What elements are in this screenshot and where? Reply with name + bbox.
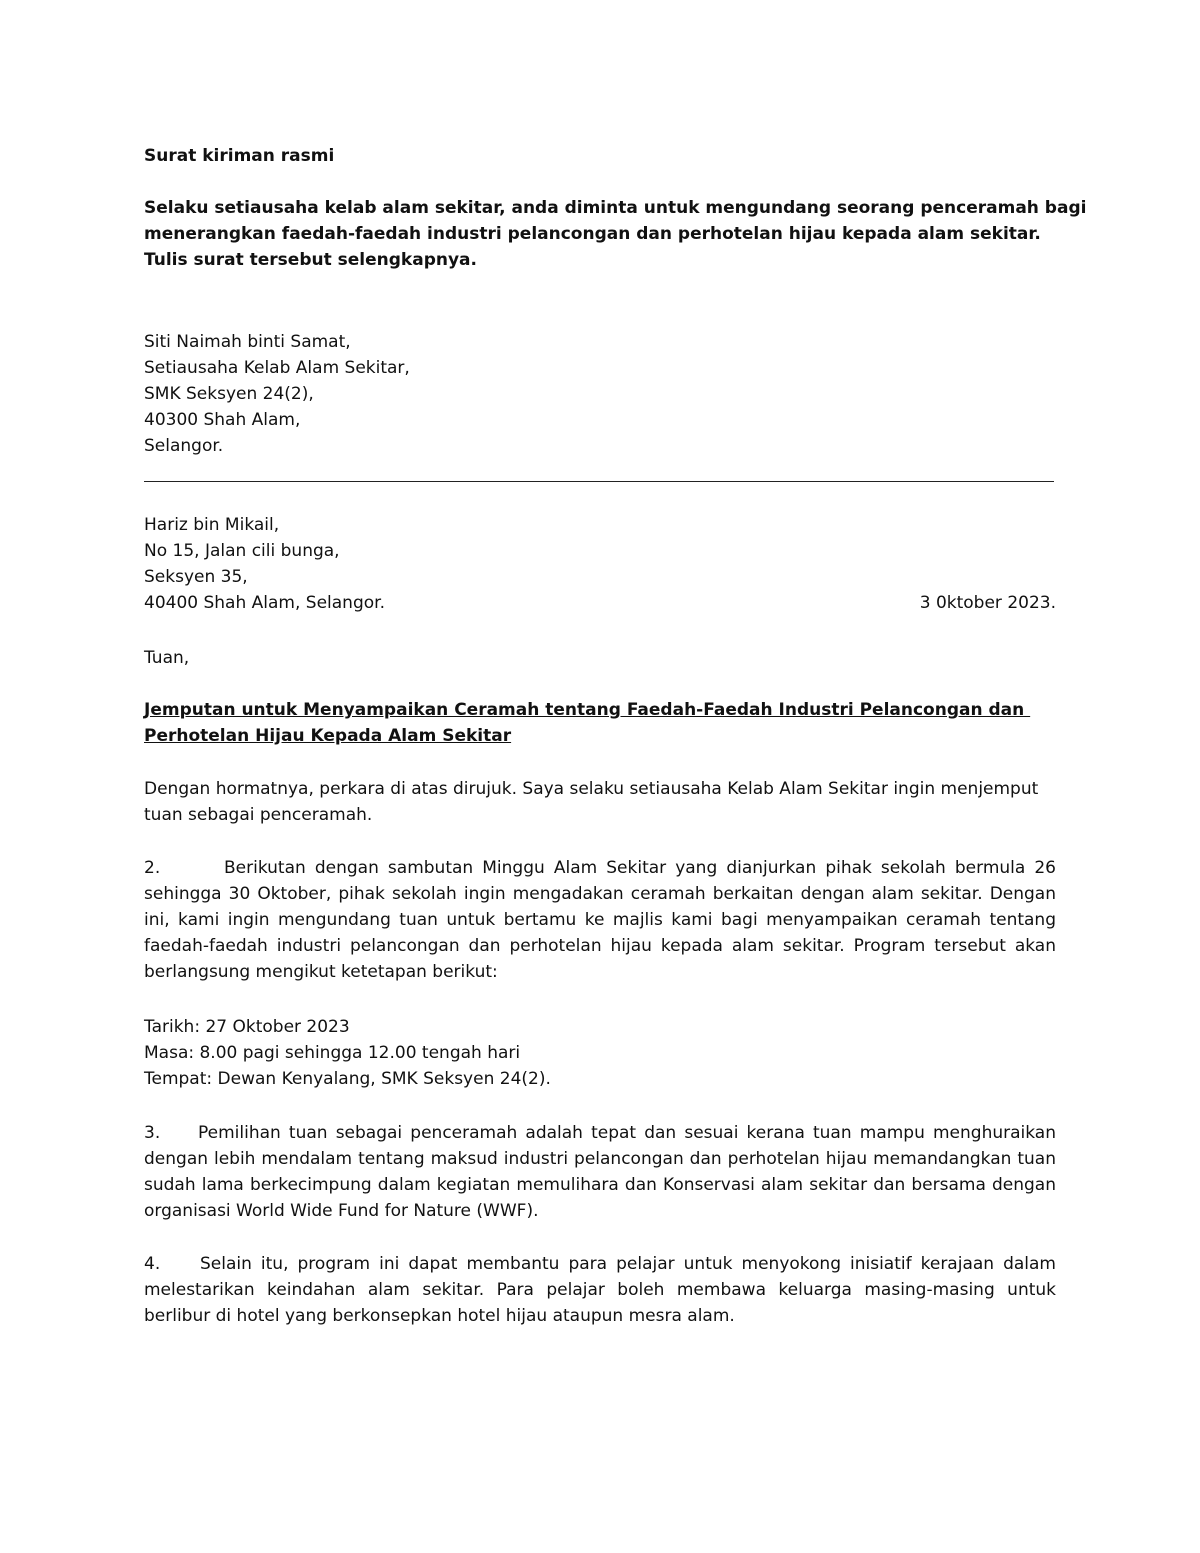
- paragraph2: [144, 855, 1056, 985]
- recipient-name: Hariz bin Mikail,: [144, 515, 280, 535]
- sender-school: SMK Seksyen 24(2),: [144, 384, 314, 404]
- paragraph1-line2: tuan sebagai penceramah.: [144, 805, 373, 825]
- paragraph3: [144, 1120, 1056, 1224]
- recipient-street: No 15, Jalan cili bunga,: [144, 541, 340, 561]
- letter-date: 3 0ktober 2023.: [919, 593, 1056, 613]
- details-masa: Masa: 8.00 pagi sehingga 12.00 tengah hari: [144, 1043, 521, 1063]
- subject-line1: Jemputan untuk Menyampaikan Ceramah tentang Faedah-Faedah Industri Pelancongan dan: [144, 700, 1031, 720]
- salutation: Tuan,: [144, 648, 190, 668]
- recipient-postcode-city: 40400 Shah Alam, Selangor.: [144, 593, 385, 613]
- paragraph4-number: 4.: [144, 1254, 161, 1274]
- letter-page: [144, 0, 1087, 1553]
- subject-line2: Perhotelan Hijau Kepada Alam Sekitar: [144, 726, 512, 746]
- recipient-section: Seksyen 35,: [144, 567, 248, 587]
- paragraph3-text: Pemilihan tuan sebagai penceramah adalah tepat dan sesuai kerana tuan mampu menghuraikan dengan lebih mendalam tentang maksud industri pelancongan dan perhotelan hijau memandangkan tuan sudah lama berkecimpung dalam kegiatan memulihara dan Konservasi alam sekitar dan bersama dengan organisasi World Wide Fund for Nature (WWF).: [144, 1123, 1056, 1221]
- paragraph2-text: Berikutan dengan sambutan Minggu Alam Sekitar yang dianjurkan pihak sekolah bermula 26 sehingga 30 Oktober, pihak sekolah ingin mengadakan ceramah berkaitan dengan alam sekitar. Dengan ini, kami ingin mengundang tuan untuk bertamu ke majlis kami bagi menyampaikan ceramah tentang faedah-faedah industri pelancongan dan perhotelan hijau kepada alam sekitar. Program tersebut akan berlangsung mengikut ketetapan berikut:: [144, 858, 1056, 982]
- paragraph4: [144, 1251, 1056, 1329]
- paragraph1-line1: Dengan hormatnya, perkara di atas dirujuk. Saya selaku setiausaha Kelab Alam Sekitar ingin menjemput: [144, 779, 1039, 799]
- task-heading: Surat kiriman rasmi: [144, 146, 335, 166]
- sender-state: Selangor.: [144, 436, 224, 456]
- paragraph4-text: Selain itu, program ini dapat membantu para pelajar untuk menyokong inisiatif kerajaan dalam melestarikan keindahan alam sekitar. Para pelajar boleh membawa keluarga masing-masing untuk berlibur di hotel yang berkonsepkan hotel hijau ataupun mesra alam.: [144, 1254, 1056, 1326]
- task-instruction-line3: Tulis surat tersebut selengkapnya.: [144, 250, 477, 270]
- divider-line: [144, 481, 1054, 482]
- paragraph3-number: 3.: [144, 1123, 161, 1143]
- details-tarikh: Tarikh: 27 Oktober 2023: [144, 1017, 350, 1037]
- sender-position: Setiausaha Kelab Alam Sekitar,: [144, 358, 410, 378]
- sender-postcode-city: 40300 Shah Alam,: [144, 410, 301, 430]
- task-instruction-line2: menerangkan faedah-faedah industri pelancongan dan perhotelan hijau kepada alam sekitar.: [144, 224, 1041, 244]
- details-tempat: Tempat: Dewan Kenyalang, SMK Seksyen 24(2).: [144, 1069, 551, 1089]
- task-instruction-line1: Selaku setiausaha kelab alam sekitar, anda diminta untuk mengundang seorang penceramah bagi: [144, 198, 1087, 218]
- paragraph2-number: 2.: [144, 858, 161, 878]
- sender-name: Siti Naimah binti Samat,: [144, 332, 351, 352]
